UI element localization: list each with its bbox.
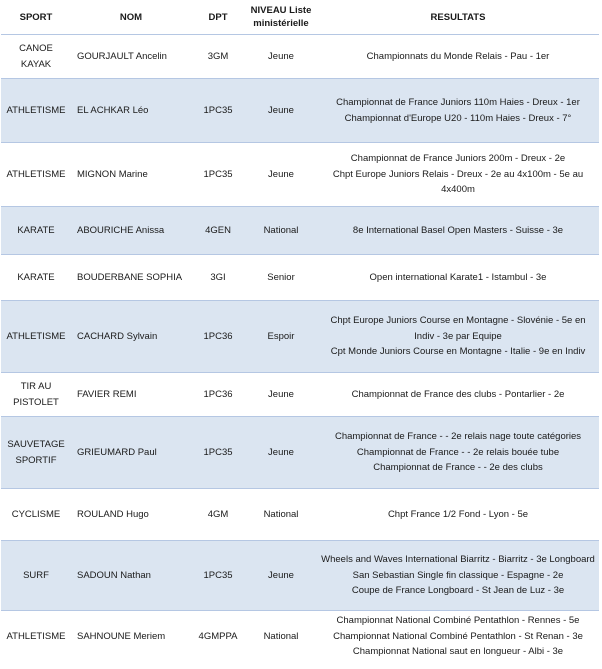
cell-nom: BOUDERBANE SOPHIA <box>71 255 191 301</box>
table-row <box>1 417 599 489</box>
table-body <box>1 35 599 662</box>
cell-niveau: Jeune <box>245 541 317 611</box>
results-table <box>1 0 599 662</box>
cell-niveau: Senior <box>245 255 317 301</box>
table-row <box>1 489 599 541</box>
cell-nom: MIGNON Marine <box>71 143 191 207</box>
cell-resultats <box>317 611 599 662</box>
cell-dpt: 3GI <box>191 255 245 301</box>
result-line: Cpt Monde Juniors Course en Montagne - Italie - 9e en Indiv <box>330 346 586 358</box>
cell-resultats <box>317 207 599 255</box>
header-sport: SPORT <box>1 0 71 35</box>
cell-sport: ATHLETISME <box>1 301 71 373</box>
result-line: Championnat National saut en longueur - Albi - 3e <box>352 646 564 657</box>
cell-dpt: 3GM <box>191 35 245 79</box>
cell-niveau: Jeune <box>245 143 317 207</box>
cell-sport: ATHLETISME <box>1 611 71 662</box>
table-row <box>1 541 599 611</box>
cell-nom: GOURJAULT Ancelin <box>71 35 191 79</box>
cell-dpt: 1PC35 <box>191 417 245 489</box>
cell-niveau: National <box>245 489 317 541</box>
table-row <box>1 301 599 373</box>
result-line: 8e International Basel Open Masters - Suisse - 3e <box>352 224 564 236</box>
header-niveau: NIVEAU Liste ministérielle <box>245 0 317 35</box>
cell-resultats <box>317 301 599 373</box>
cell-niveau: Jeune <box>245 373 317 417</box>
cell-sport: KARATE <box>1 255 71 301</box>
result-line: Chpt France 1/2 Fond - Lyon - 5e <box>387 508 529 520</box>
result-line: Chpt Europe Juniors Course en Montagne - Slovénie - 5e en Indiv - 3e par Equipe <box>330 315 586 342</box>
cell-sport: CANOE KAYAK <box>1 35 71 79</box>
cell-sport: ATHLETISME <box>1 79 71 143</box>
cell-resultats <box>317 79 599 143</box>
cell-nom: CACHARD Sylvain <box>71 301 191 373</box>
result-line: San Sebastian Single fin classique - Espagne - 2e <box>352 569 564 581</box>
cell-dpt: 4GM <box>191 489 245 541</box>
result-line: Championnat de France Juniors 110m Haies - Dreux - 1er <box>336 97 580 108</box>
result-line: Open international Karate1 - Istambul - 3e <box>369 271 547 283</box>
cell-nom: ROULAND Hugo <box>71 489 191 541</box>
cell-dpt: 1PC36 <box>191 301 245 373</box>
cell-dpt: 1PC35 <box>191 541 245 611</box>
result-line: Wheels and Waves International Biarritz - Biarritz - 3e Longboard <box>321 554 595 566</box>
result-line: Chpt Europe Juniors Relais - Dreux - 2e au 4x100m - 5e au 4x400m <box>332 168 584 196</box>
cell-resultats <box>317 489 599 541</box>
cell-dpt: 1PC36 <box>191 373 245 417</box>
result-line: Championnat de France - - 2e relais nage toute catégories <box>334 431 582 443</box>
cell-resultats <box>317 255 599 301</box>
result-line: Championnats du Monde Relais - Pau - 1er <box>366 50 550 62</box>
cell-nom: SADOUN Nathan <box>71 541 191 611</box>
cell-dpt: 4GEN <box>191 207 245 255</box>
cell-dpt: 1PC35 <box>191 143 245 207</box>
cell-niveau: Jeune <box>245 417 317 489</box>
cell-sport: ATHLETISME <box>1 143 71 207</box>
cell-resultats <box>317 417 599 489</box>
cell-niveau: Espoir <box>245 301 317 373</box>
cell-sport: SAUVETAGE SPORTIF <box>1 417 71 489</box>
cell-sport: CYCLISME <box>1 489 71 541</box>
header-row <box>1 0 599 35</box>
table-row <box>1 143 599 207</box>
cell-niveau: National <box>245 207 317 255</box>
table-row <box>1 611 599 662</box>
cell-dpt: 4GMPPA <box>191 611 245 662</box>
cell-nom: FAVIER REMI <box>71 373 191 417</box>
cell-resultats <box>317 541 599 611</box>
result-line: Championnat de France des clubs - Pontarlier - 2e <box>351 388 565 400</box>
cell-sport: SURF <box>1 541 71 611</box>
result-line: Coupe de France Longboard - St Jean de Luz - 3e <box>351 585 565 597</box>
table-row <box>1 35 599 79</box>
header-dpt: DPT <box>191 0 245 35</box>
table-row <box>1 207 599 255</box>
result-line: Championnat de France - - 2e relais bouée tube <box>356 446 560 458</box>
cell-dpt: 1PC35 <box>191 79 245 143</box>
cell-nom: EL ACHKAR Léo <box>71 79 191 143</box>
cell-resultats <box>317 143 599 207</box>
cell-nom: ABOURICHE Anissa <box>71 207 191 255</box>
cell-nom: SAHNOUNE Meriem <box>71 611 191 662</box>
result-line: Championnat National Combiné Pentathlon - St Renan - 3e <box>333 630 583 642</box>
result-line: Championnat National Combiné Pentathlon - Rennes - 5e <box>336 615 580 626</box>
table-row <box>1 79 599 143</box>
header-nom: NOM <box>71 0 191 35</box>
cell-resultats <box>317 35 599 79</box>
cell-resultats <box>317 373 599 417</box>
result-line: Championnat d'Europe U20 - 110m Haies - Dreux - 7° <box>344 112 572 124</box>
header-resultats: RESULTATS <box>317 0 599 35</box>
cell-nom: GRIEUMARD Paul <box>71 417 191 489</box>
result-line: Championnat de France Juniors 200m - Dreux - 2e <box>350 153 566 165</box>
cell-sport: TIR AU PISTOLET <box>1 373 71 417</box>
table-row <box>1 373 599 417</box>
cell-niveau: Jeune <box>245 35 317 79</box>
result-line: Championnat de France - - 2e des clubs <box>373 462 543 474</box>
table-row <box>1 255 599 301</box>
cell-niveau: Jeune <box>245 79 317 143</box>
cell-sport: KARATE <box>1 207 71 255</box>
cell-niveau: National <box>245 611 317 662</box>
